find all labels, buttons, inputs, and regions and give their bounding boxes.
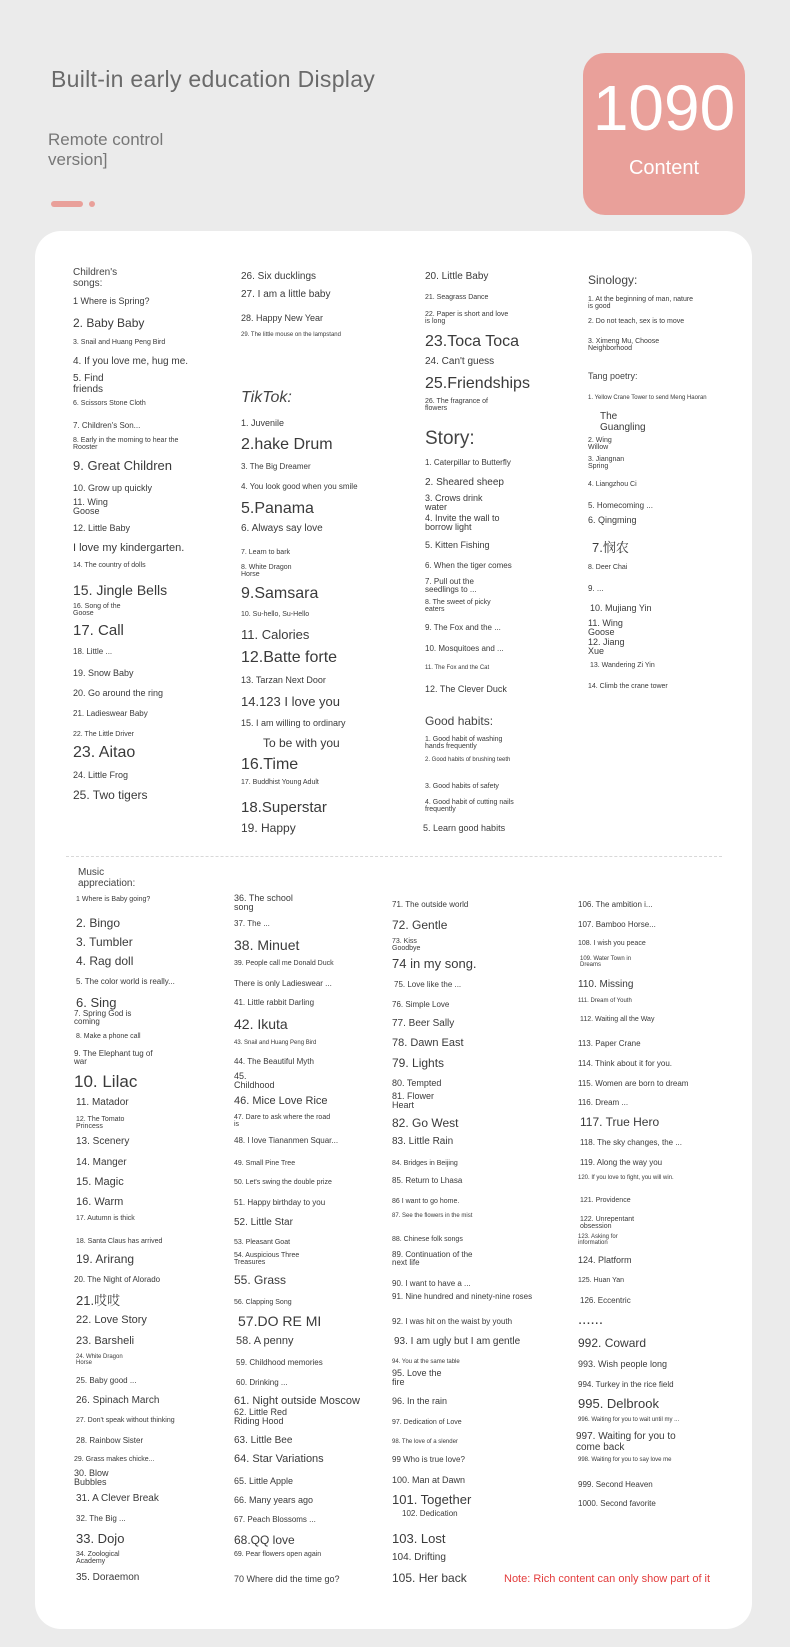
list-item: 4. You look good when you smile xyxy=(241,482,358,491)
list-item: 25. Baby good ... xyxy=(76,1376,137,1385)
list-item: 26. The fragrance of flowers xyxy=(425,398,488,413)
list-item: 2. Baby Baby xyxy=(73,316,145,330)
list-item: 56. Clapping Song xyxy=(234,1299,292,1306)
list-item: 76. Simple Love xyxy=(392,1000,450,1009)
list-item: 112. Waiting all the Way xyxy=(580,1016,655,1023)
section-heading: Story: xyxy=(425,428,475,449)
list-item: 93. I am ugly but I am gentle xyxy=(394,1336,521,1347)
list-item: 41. Little rabbit Darling xyxy=(234,998,315,1007)
list-item: 2. Do not teach, sex is to move xyxy=(588,318,685,325)
list-item: 121. Providence xyxy=(580,1197,631,1204)
list-item: 9. Great Children xyxy=(73,458,172,473)
list-item: 26. Six ducklings xyxy=(241,271,317,282)
list-item: 50. Let's swing the double prize xyxy=(234,1179,332,1186)
list-item: 124. Platform xyxy=(578,1255,632,1265)
list-item: 107. Bamboo Horse... xyxy=(578,920,656,929)
list-item: 25.Friendships xyxy=(425,375,530,392)
list-item: 15. I am willing to ordinary xyxy=(241,718,346,728)
list-item: 16. Warm xyxy=(76,1196,124,1208)
list-item: 27. I am a little baby xyxy=(241,289,331,300)
list-item: 98. The love of a slender xyxy=(392,1439,458,1445)
list-item: 998. Waiting for you to say love me xyxy=(578,1457,672,1463)
list-item: 7. Children's Son... xyxy=(73,421,141,430)
list-item: 66. Many years ago xyxy=(234,1495,314,1505)
list-item: 8. Make a phone call xyxy=(76,1033,141,1040)
list-item: 34. Zoological Academy xyxy=(76,1551,120,1566)
list-item: There is only Ladieswear ... xyxy=(234,979,332,988)
list-item: 79. Lights xyxy=(392,1056,445,1070)
list-item: 109. Water Town in Dreams xyxy=(580,956,632,969)
list-item: 7. Pull out the seedlings to ... xyxy=(425,577,477,595)
list-item: 118. The sky changes, the ... xyxy=(580,1138,682,1147)
list-item: 80. Tempted xyxy=(392,1078,442,1088)
list-item: 5. Find friends xyxy=(73,373,104,395)
list-item: 24. Can't guess xyxy=(425,356,495,367)
list-item: 47. Dare to ask where the road is xyxy=(234,1114,331,1129)
list-item: 19. Happy xyxy=(241,821,296,835)
list-item: 125. Huan Yan xyxy=(578,1277,625,1284)
list-item: 10. Mosquitoes and ... xyxy=(425,644,504,653)
list-item: 11. Wing Goose xyxy=(73,497,108,517)
list-item: 996. Waiting for you to wait until my ... xyxy=(578,1417,680,1423)
section-heading: Good habits: xyxy=(425,714,494,728)
list-item: 999. Second Heaven xyxy=(578,1480,653,1489)
list-item: 18. Santa Claus has arrived xyxy=(76,1238,163,1245)
content-count-number: 1090 xyxy=(592,72,736,144)
list-item: 106. The ambition i... xyxy=(578,900,653,909)
list-item: 5. Kitten Fishing xyxy=(425,540,490,550)
list-item: 1. Juvenile xyxy=(241,418,285,428)
list-item: 3. Good habits of safety xyxy=(425,783,499,790)
list-item: 29. The little mouse on the lampstand xyxy=(241,332,341,338)
list-item: 67. Peach Blossoms ... xyxy=(234,1515,316,1524)
list-item: 28. Happy New Year xyxy=(241,313,324,323)
content-count-badge xyxy=(583,53,745,215)
list-item: 89. Continuation of the next life xyxy=(392,1250,473,1268)
list-item: 14. Manger xyxy=(76,1157,127,1168)
content-count-label: Content xyxy=(628,157,700,179)
list-item: 62. Little Red Riding Hood xyxy=(234,1407,288,1427)
list-item: 6. Qingming xyxy=(588,515,637,525)
list-item: 14. The country of dolls xyxy=(73,562,146,569)
list-item: 32. The Big ... xyxy=(76,1514,126,1523)
list-item: 46. Mice Love Rice xyxy=(234,1095,328,1107)
list-item: 10. Grow up quickly xyxy=(73,483,153,493)
list-item: 21. Ladieswear Baby xyxy=(73,709,148,718)
list-item: 69. Pear flowers open again xyxy=(234,1551,322,1558)
page-subtitle: Remote control version] xyxy=(48,130,164,169)
list-item: 5. Learn good habits xyxy=(423,823,506,833)
list-item: 55. Grass xyxy=(234,1273,287,1287)
section-heading: TikTok: xyxy=(241,389,292,406)
list-item: 63. Little Bee xyxy=(234,1435,293,1446)
list-item: 23. Barsheli xyxy=(76,1335,135,1347)
list-item: 24. Little Frog xyxy=(73,770,129,780)
list-item: 90. I want to have a ... xyxy=(392,1279,471,1288)
list-item: 36. The school song xyxy=(234,893,293,913)
list-item: 78. Dawn East xyxy=(392,1037,464,1049)
list-item: 14. Climb the crane tower xyxy=(588,683,668,690)
list-item: 7.悯农 xyxy=(592,540,629,555)
list-item: 5.Panama xyxy=(241,500,314,517)
list-item: 2. Wing Willow xyxy=(588,437,612,452)
list-item: 16.Time xyxy=(241,756,299,773)
list-item: 97. Dedication of Love xyxy=(392,1419,462,1426)
list-item: 21.哎哎 xyxy=(76,1293,121,1308)
list-item: 113. Paper Crane xyxy=(578,1039,641,1048)
list-item: To be with you xyxy=(263,736,340,750)
list-item: 92. I was hit on the waist by youth xyxy=(392,1317,513,1326)
list-item: 12.Batte forte xyxy=(241,649,338,666)
list-item: 38. Minuet xyxy=(234,937,300,953)
list-item: 1. At the beginning of man, nature is good xyxy=(588,296,694,311)
list-item: 12. The Clever Duck xyxy=(425,684,507,694)
list-item: 4. Rag doll xyxy=(76,954,134,968)
list-item: 2.hake Drum xyxy=(241,436,333,453)
indicator-dot xyxy=(89,201,95,207)
list-item: 20. Little Baby xyxy=(425,271,489,282)
list-item: 11. Matador xyxy=(76,1097,129,1108)
list-item: 116. Dream ... xyxy=(578,1098,629,1107)
list-item: 5. Homecoming ... xyxy=(588,501,653,510)
list-item: 59. Childhood memories xyxy=(236,1358,323,1367)
list-item: 17. Autumn is thick xyxy=(76,1215,135,1222)
list-item: 48. I love Tiananmen Squar... xyxy=(234,1136,339,1145)
list-item: 13. Wandering Zi Yin xyxy=(590,662,655,669)
list-item: 4. If you love me, hug me. xyxy=(73,356,189,367)
section-heading: Tang poetry: xyxy=(588,371,638,381)
list-item: 7. Spring God is coming xyxy=(74,1009,132,1027)
list-item: 120. If you love to fight, you will win. xyxy=(578,1175,674,1181)
list-item: 21. Seagrass Dance xyxy=(425,294,489,301)
list-item: 6. When the tiger comes xyxy=(425,561,512,570)
list-item: 17. Call xyxy=(73,622,124,639)
list-item: 68.QQ love xyxy=(234,1533,295,1547)
list-item: 91. Nine hundred and ninety-nine roses xyxy=(392,1292,533,1301)
list-item: I love my kindergarten. xyxy=(73,542,185,554)
list-item: 13. Tarzan Next Door xyxy=(241,675,326,685)
list-item: 117. True Hero xyxy=(580,1115,660,1129)
list-item: 61. Night outside Moscow xyxy=(234,1395,360,1407)
list-item: 49. Small Pine Tree xyxy=(234,1160,296,1167)
list-item: 87. See the flowers in the mist xyxy=(392,1213,473,1219)
list-item: 77. Beer Sally xyxy=(392,1018,455,1029)
list-item: 994. Turkey in the rice field xyxy=(578,1380,674,1389)
list-item: 114. Think about it for you. xyxy=(578,1059,672,1068)
list-item: 19. Snow Baby xyxy=(73,668,134,678)
list-item: 3. Crows drink water xyxy=(425,493,483,513)
list-item: 14.123 I love you xyxy=(241,694,341,709)
list-item: 17. Buddhist Young Adult xyxy=(241,779,319,786)
list-item: 4. Good habit of cutting nails frequently xyxy=(425,799,514,814)
list-item: 13. Scenery xyxy=(76,1136,130,1147)
list-item: 110. Missing xyxy=(578,979,634,990)
note-text: Note: Rich content can only show part of it xyxy=(504,1573,711,1585)
list-item: 53. Pleasant Goat xyxy=(234,1239,291,1246)
list-item: 99 Who is true love? xyxy=(392,1455,465,1464)
list-item: The Guangling xyxy=(600,411,646,433)
list-item: 9. ... xyxy=(588,584,604,593)
page-title: Built-in early education Display xyxy=(51,66,376,92)
list-item: 119. Along the way you xyxy=(580,1158,663,1167)
list-item: 60. Drinking ... xyxy=(236,1378,288,1387)
list-item: 22. The Little Driver xyxy=(73,731,134,738)
list-item: 6. Sing xyxy=(76,995,117,1010)
list-item: 22. Love Story xyxy=(76,1314,147,1326)
list-item: 83. Little Rain xyxy=(392,1136,454,1147)
list-item: 12. Jiang Xue xyxy=(588,637,625,657)
list-item: 65. Little Apple xyxy=(234,1476,294,1486)
list-item: 4. Liangzhou Ci xyxy=(588,481,637,488)
list-item: 23. Aitao xyxy=(73,744,136,761)
list-item: 35. Doraemon xyxy=(76,1572,140,1583)
list-item: 94. You at the same table xyxy=(392,1359,460,1365)
list-item: 115. Women are born to dream xyxy=(578,1079,689,1088)
list-item: 73. Kiss Goodbye xyxy=(392,938,421,953)
list-item: 42. Ikuta xyxy=(234,1016,288,1032)
list-item: 122. Unrepentant obsession xyxy=(580,1216,635,1231)
list-item: 19. Arirang xyxy=(76,1252,135,1266)
list-item: 30. Blow Bubbles xyxy=(74,1468,109,1488)
list-item: 10. Su-hello, Su-Hello xyxy=(241,611,310,618)
list-item: 28. Rainbow Sister xyxy=(76,1436,144,1445)
list-item: 997. Waiting for you to come back xyxy=(576,1431,676,1453)
list-item: 995. Delbrook xyxy=(578,1396,659,1411)
list-item: 7. Learn to bark xyxy=(241,549,291,556)
list-item: 4. Invite the wall to borrow light xyxy=(425,513,500,533)
list-item: 51. Happy birthday to you xyxy=(234,1198,326,1207)
list-item: 3. Ximeng Mu, Choose Neighborhood xyxy=(588,338,660,353)
section-heading: Music appreciation: xyxy=(78,867,136,889)
list-item: 20. Go around the ring xyxy=(73,688,164,698)
list-item: 8. White Dragon Horse xyxy=(241,564,292,579)
section-divider xyxy=(66,856,722,857)
list-item: 39. People call me Donald Duck xyxy=(234,960,334,967)
list-item: 95. Love the fire xyxy=(392,1368,442,1388)
list-item: 15. Jingle Bells xyxy=(73,582,168,598)
list-item: 11. Wing Goose xyxy=(588,618,623,638)
list-item: 993. Wish people long xyxy=(578,1359,668,1369)
list-item: 26. Spinach March xyxy=(76,1395,160,1406)
list-item: 101. Together xyxy=(392,1492,472,1507)
list-item: 70 Where did the time go? xyxy=(234,1574,340,1584)
list-item: 2. Bingo xyxy=(76,916,121,930)
list-item: 24. White Dragon Horse xyxy=(76,1354,123,1367)
list-item: 22. Paper is short and love is long xyxy=(425,311,509,326)
list-item: 12. Little Baby xyxy=(73,523,131,533)
list-item: 31. A Clever Break xyxy=(76,1493,159,1504)
list-item: 11. The Fox and the Cat xyxy=(425,665,490,671)
list-item: 111. Dream of Youth xyxy=(578,998,632,1004)
list-item: 74 in my song. xyxy=(392,956,477,971)
indicator-bar xyxy=(51,201,83,207)
list-item: 27. Don't speak without thinking xyxy=(76,1417,175,1424)
list-item: 1000. Second favorite xyxy=(578,1499,656,1508)
list-item: 54. Auspicious Three Treasures xyxy=(234,1252,300,1267)
list-item: 3. Snail and Huang Peng Bird xyxy=(73,339,166,346)
list-item: 25. Two tigers xyxy=(73,788,148,802)
list-item: 2. Good habits of brushing teeth xyxy=(425,757,511,763)
list-item: 104. Drifting xyxy=(392,1552,446,1563)
list-item: 9.Samsara xyxy=(241,585,319,602)
list-item: 11. Calories xyxy=(241,627,310,642)
list-item: 64. Star Variations xyxy=(234,1453,324,1465)
list-item: 123. Asking for information xyxy=(578,1234,618,1247)
list-item: 52. Little Star xyxy=(234,1217,293,1228)
list-item: 81. Flower Heart xyxy=(392,1091,435,1111)
list-item: 9. The Elephant tug of war xyxy=(74,1049,153,1067)
list-item: 102. Dedication xyxy=(402,1509,458,1518)
list-item: 16. Song of the Goose xyxy=(73,603,121,618)
list-item: 10. Mujiang Yin xyxy=(590,603,652,613)
list-item: 6. Scissors Stone Cloth xyxy=(73,400,146,407)
list-item: 1. Caterpillar to Butterfly xyxy=(425,458,511,467)
section-heading: Children's songs: xyxy=(73,267,118,289)
list-item: 58. A penny xyxy=(236,1335,294,1347)
list-item: 8. The sweet of picky eaters xyxy=(425,599,491,614)
list-item: 96. In the rain xyxy=(392,1396,448,1406)
list-item: 992. Coward xyxy=(578,1336,647,1350)
list-item: 1 Where is Spring? xyxy=(73,296,150,306)
list-item: 29. Grass makes chicke... xyxy=(74,1456,155,1463)
list-item: 12. The Tomato Princess xyxy=(76,1116,125,1131)
list-item: 5. The color world is really... xyxy=(76,977,175,986)
list-item: 20. The Night of Alorado xyxy=(74,1275,161,1284)
list-item: 43. Snail and Huang Peng Bird xyxy=(234,1040,317,1046)
list-item: 82. Go West xyxy=(392,1116,459,1130)
list-item: 1. Yellow Crane Tower to send Meng Haoran xyxy=(588,395,707,401)
list-item: 103. Lost xyxy=(392,1531,446,1546)
list-item: 85. Return to Lhasa xyxy=(392,1176,463,1185)
list-item: 8. Early in the morning to hear the Rooster xyxy=(73,437,179,452)
list-item: 44. The Beautiful Myth xyxy=(234,1057,314,1066)
list-item: 6. Always say love xyxy=(241,523,323,534)
list-item: 3. The Big Dreamer xyxy=(241,462,311,471)
list-item: 75. Love like the ... xyxy=(394,980,462,989)
section-heading: Sinology: xyxy=(588,273,638,287)
list-item: 15. Magic xyxy=(76,1176,124,1188)
list-item: 126. Eccentric xyxy=(580,1296,631,1305)
list-item: 3. Jiangnan Spring xyxy=(588,456,625,471)
list-item: 100. Man at Dawn xyxy=(392,1475,466,1485)
list-item: 1. Good habit of washing hands frequently xyxy=(425,736,503,751)
list-item: 8. Deer Chai xyxy=(588,564,628,571)
list-item: 18. Little ... xyxy=(73,647,113,656)
list-item: 108. I wish you peace xyxy=(578,940,646,947)
list-item: 45. Childhood xyxy=(234,1071,275,1091)
list-item: 57.DO RE MI xyxy=(238,1313,322,1329)
list-item: 72. Gentle xyxy=(392,918,448,932)
list-item: 37. The ... xyxy=(234,919,270,928)
list-item: 105. Her back xyxy=(392,1571,467,1585)
list-item: 18.Superstar xyxy=(241,799,327,816)
list-item: 1 Where is Baby going? xyxy=(76,896,151,903)
list-item: 10. Lilac xyxy=(74,1072,138,1091)
list-item: 9. The Fox and the ... xyxy=(425,623,501,632)
list-item: 23.Toca Toca xyxy=(425,333,519,350)
list-item: ...... xyxy=(578,1311,604,1328)
list-item: 84. Bridges in Beijing xyxy=(392,1160,458,1167)
list-item: 71. The outside world xyxy=(392,900,469,909)
list-item: 86 I want to go home. xyxy=(392,1198,460,1205)
list-item: 3. Tumbler xyxy=(76,935,133,949)
list-item: 88. Chinese folk songs xyxy=(392,1236,463,1243)
list-item: 33. Dojo xyxy=(76,1531,125,1546)
list-item: 2. Sheared sheep xyxy=(425,477,504,488)
